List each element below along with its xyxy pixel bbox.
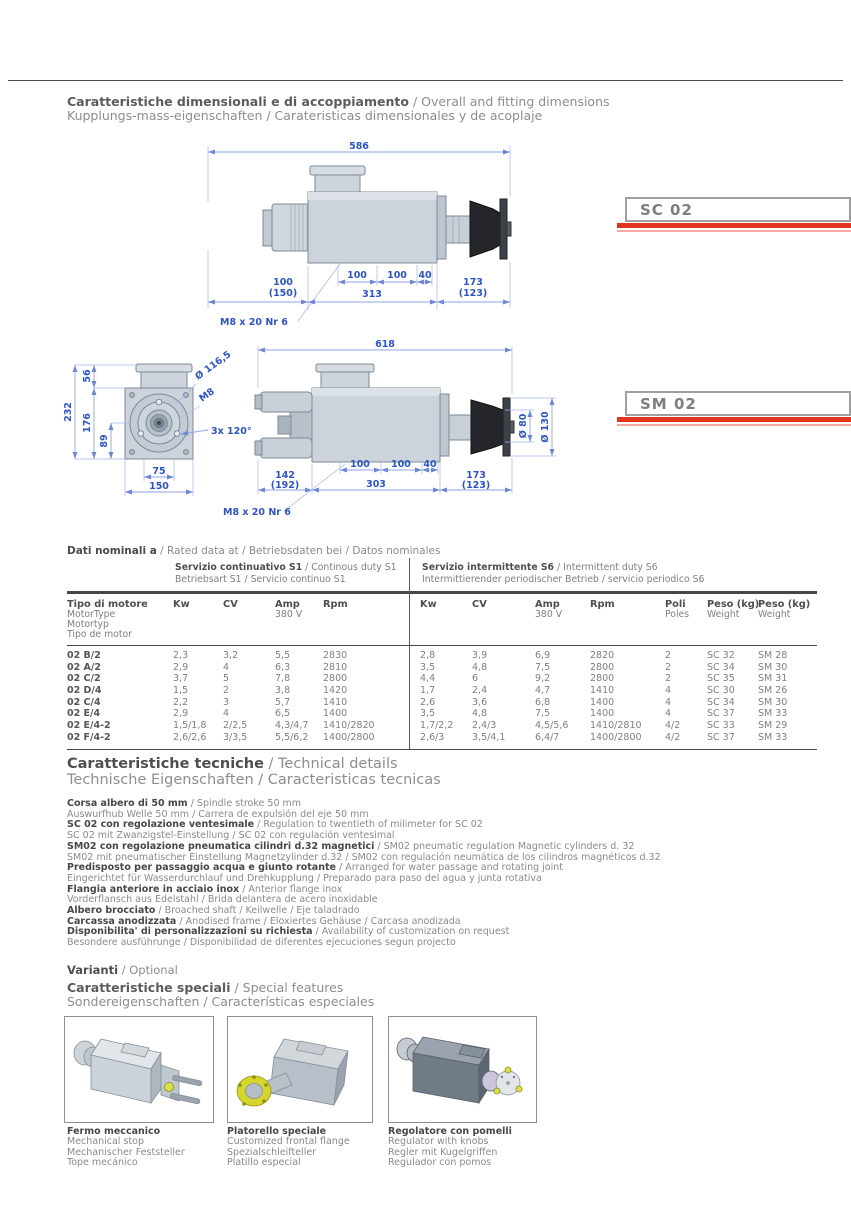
special-subtitle: Sondereigenschaften / Características especiales [67, 994, 375, 1009]
cell-s1-cv: 3 [223, 696, 230, 708]
cell-model: 02 C/2 [67, 673, 101, 685]
cell-s1-kw: 2,3 [173, 650, 189, 661]
cell-s6-kw: 2,6/3 [420, 731, 445, 743]
sm02-badge [625, 391, 851, 416]
sc02-motor-side-view [263, 166, 511, 263]
cell-poles: 2 [665, 673, 672, 685]
tech-item-rest: / Arranged for water passage and rotating joint [335, 862, 563, 874]
cell-weight-sc: SC 30 [707, 685, 735, 697]
tech-item-rest: / Anterior flange inox [239, 883, 343, 895]
caption-line: Regulador con pomos [388, 1157, 492, 1169]
cell-s1-rpm: 2830 [323, 650, 348, 661]
special-title-rest: / Special features [230, 980, 344, 995]
cell-s6-amp: 6,4/7 [535, 731, 560, 743]
page-title [67, 95, 610, 123]
cell-s1-cv: 2 [223, 685, 230, 697]
col-motor-sub2: Motortyp [67, 619, 109, 630]
cell-s6-amp: 4,7 [535, 685, 551, 697]
cell-weight-sc: SC 35 [707, 673, 735, 685]
tech-item-bold: Disponibilita' di personalizzazioni su richiesta [67, 926, 313, 938]
label-3x120: 3x 120° [211, 426, 252, 437]
cell-weight-sm: SM 30 [758, 696, 788, 708]
s1-rest: / Continous duty S1 [302, 562, 397, 573]
dim-40: 40 [423, 459, 437, 470]
cell-s1-amp: 7,8 [275, 673, 291, 685]
tech-item-sub: SC 02 mit Zwanzigstel-Einstellung / SC 02 con regulación ventesimal [67, 830, 395, 842]
sm02-accent-bar [617, 417, 851, 422]
cell-weight-sm: SM 31 [758, 673, 788, 685]
caption-line: Regler mit Kugelgriffen [388, 1146, 498, 1158]
caption-line: Spezialschleifteller [227, 1146, 317, 1158]
caption-line: Tope mecánico [67, 1157, 138, 1169]
caption-line: Customized frontal flange [227, 1136, 350, 1148]
cell-s1-amp: 6,3 [275, 661, 291, 673]
table-body [67, 650, 817, 744]
cell-weight-sc: SC 34 [707, 696, 735, 708]
sc02-badge [625, 197, 851, 222]
cell-s6-kw: 3,5 [420, 661, 436, 673]
cell-s6-rpm: 1400/2800 [590, 731, 642, 743]
col-amp-label: Amp [275, 599, 300, 610]
cell-s6-cv: 3,5/4,1 [472, 731, 506, 743]
sm02-badge-label: SM 02 [640, 394, 697, 413]
cell-s6-amp: 6,9 [535, 650, 551, 661]
cell-s6-kw: 2,6 [420, 696, 436, 708]
cell-weight-sc: SC 32 [707, 650, 735, 661]
special-title-bold: Caratteristiche speciali [67, 980, 231, 995]
cell-s6-rpm: 1410 [590, 685, 615, 697]
cell-weight-sc: SC 34 [707, 661, 735, 673]
dim-100-a: 100 [350, 459, 370, 470]
tech-item [67, 842, 707, 853]
dim-586: 586 [349, 141, 369, 152]
special-features-heading [67, 981, 374, 1009]
caption-line: Mechanical stop [67, 1136, 144, 1148]
cell-s1-amp: 6,5 [275, 708, 291, 720]
cell-weight-sm: SM 28 [758, 650, 788, 661]
cell-s1-amp: 4,3/4,7 [275, 720, 309, 732]
cell-s1-cv: 2/2,5 [223, 720, 248, 732]
sc02-badge-label: SC 02 [640, 200, 693, 219]
bolt-label: M8 x 20 Nr 6 [220, 317, 288, 328]
cell-s1-amp: 5,5 [275, 650, 291, 661]
dim-123-paren: (123) [461, 480, 491, 491]
table-row [67, 662, 817, 674]
tech-subtitle: Technische Eigenschaften / Caracteristicas tecnicas [67, 771, 441, 788]
dim-100-b: 100 [391, 459, 411, 470]
cell-s6-rpm: 1410/2810 [590, 720, 642, 732]
cell-s1-kw: 1,5 [173, 685, 189, 697]
dim-173: 173 [466, 470, 486, 481]
dim-176: 176 [82, 413, 93, 433]
technical-details-list [67, 799, 707, 949]
sm02-accent-bar-shadow [617, 424, 851, 426]
caption-mechanical-stop [67, 1127, 185, 1169]
tech-item-rest: / Spindle stroke 50 mm [187, 798, 302, 809]
cell-s1-amp: 5,5/6,2 [275, 731, 309, 743]
feature-image-special-flange [228, 1017, 372, 1122]
page-subtitle: Kupplungs-mass-eigenschaften / Carateristicas dimensionales y de acoplaje [67, 108, 543, 123]
cell-s6-rpm: 2800 [590, 661, 615, 673]
col-s6-kw [420, 600, 437, 610]
cell-weight-sc: SC 37 [707, 731, 735, 743]
cell-weight-sm: SM 33 [758, 708, 788, 720]
cell-poles: 2 [665, 650, 672, 661]
label-diam-116: Ø 116,5 [193, 349, 234, 383]
cell-s1-cv: 3/3,5 [223, 731, 248, 743]
col-s1-amp [275, 600, 302, 620]
page-title-italian: Caratteristiche dimensionali e di accoppiamento [67, 94, 409, 109]
dim-232: 232 [63, 402, 74, 422]
bolt-label: M8 x 20 Nr 6 [223, 507, 291, 518]
sc02-accent-bar-shadow [617, 230, 851, 232]
cell-s6-amp: 6,8 [535, 696, 551, 708]
caption-bold: Regolatore con pomelli [388, 1126, 512, 1137]
cell-s6-cv: 3,6 [472, 696, 488, 708]
tech-title-bold: Caratteristiche tecniche [67, 756, 264, 772]
tech-item-bold: Predisposto per passaggio acqua e giunto rotante [67, 862, 336, 874]
col-s1-cv [223, 600, 238, 610]
cell-s6-amp: 4,5/5,6 [535, 720, 569, 732]
cell-s6-cv: 3,9 [472, 650, 488, 661]
col-amp-sub: 380 V [535, 609, 563, 620]
cell-s1-cv: 3,2 [223, 650, 239, 661]
s6-bold: Servizio intermittente S6 [422, 562, 555, 573]
dim-192-paren: (192) [270, 480, 300, 491]
table-row [67, 697, 817, 709]
cell-model: 02 C/4 [67, 696, 101, 708]
tech-item-sub: Auswurfhub Welle 50 mm / Carrera de expulsión del eje 50 mm [67, 808, 369, 820]
cell-s1-rpm: 2810 [323, 661, 348, 673]
cell-s1-cv: 5 [223, 673, 230, 685]
cell-model: 02 E/4-2 [67, 720, 111, 732]
dim-303: 303 [366, 479, 386, 490]
cell-poles: 4 [665, 708, 672, 720]
dim-313: 313 [362, 289, 382, 300]
col-weight-sub: Weight [758, 609, 791, 620]
cell-s6-cv: 4,8 [472, 661, 488, 673]
dim-150-paren: (150) [268, 288, 298, 299]
caption-regulator-knobs [388, 1127, 512, 1169]
cell-model: 02 E/4 [67, 708, 101, 720]
table-row [67, 650, 817, 662]
tech-item-rest: / Availability of customization on request [312, 926, 510, 938]
col-s6-amp [535, 600, 562, 620]
col-rpm-label: Rpm [323, 599, 348, 610]
feature-image-mechanical-stop [65, 1017, 213, 1122]
s6-line2: Intermittierender periodischer Betrieb / servicio periodico S6 [422, 573, 705, 585]
cell-s6-amp: 9,2 [535, 673, 551, 685]
cell-s6-kw: 3,5 [420, 708, 436, 720]
feature-image-regulator-knobs [389, 1017, 536, 1122]
cell-s1-kw: 2,9 [173, 708, 189, 720]
cell-weight-sm: SM 33 [758, 731, 788, 743]
dim-75: 75 [152, 466, 166, 477]
col-weight-bold: Peso (kg) [758, 599, 811, 610]
col-poles-sub: Poles [665, 609, 690, 620]
page-title-english: / Overall and fitting dimensions [408, 94, 610, 109]
tech-item-bold: SC 02 con regolazione ventesimale [67, 819, 255, 831]
cell-s6-rpm: 2820 [590, 650, 615, 661]
cell-s1-kw: 2,2 [173, 696, 189, 708]
s1-line2: Betriebsart S1 / Servicio continuo S1 [175, 573, 346, 585]
cell-poles: 4 [665, 685, 672, 697]
cell-s6-cv: 2,4/3 [472, 720, 497, 732]
col-motor-type [67, 600, 148, 640]
cell-s6-amp: 7,5 [535, 661, 551, 673]
cell-s6-kw: 1,7/2,2 [420, 720, 454, 732]
dim-150: 150 [149, 481, 169, 492]
cell-s6-kw: 1,7 [420, 685, 436, 697]
col-poles [665, 600, 689, 620]
dim-40: 40 [418, 270, 432, 281]
col-motor-bold: Tipo di motore [67, 599, 148, 610]
table-bottom-rule [67, 749, 817, 750]
cell-s6-rpm: 1400 [590, 696, 615, 708]
dim-173: 173 [463, 277, 483, 288]
tech-item-rest: / Regulation to twentieth of milimeter for SC 02 [254, 819, 483, 831]
caption-line: Mechanischer Feststeller [67, 1146, 185, 1158]
tech-item-sub: SM02 mit pneumatischer Einstellung Magnetzylinder d.32 / SM02 con regulación neumática de los cilindros magnéticos d.32 [67, 851, 661, 863]
s6-rest: / Intermittent duty S6 [554, 562, 658, 573]
col-weight-sc [707, 600, 759, 620]
label-m8: M8 [197, 386, 217, 405]
top-divider [8, 80, 843, 81]
sc02-dimension-drawing [195, 138, 615, 338]
cell-s6-rpm: 2800 [590, 673, 615, 685]
col-motor-sub3: Tipo de motor [67, 629, 132, 640]
caption-line: Platillo especial [227, 1157, 301, 1169]
s1-bold: Servizio continuativo S1 [175, 562, 303, 573]
tech-item-bold: Corsa albero di 50 mm [67, 798, 188, 809]
dim-618: 618 [375, 339, 395, 350]
cell-s1-amp: 3,8 [275, 685, 291, 697]
cell-weight-sc: SC 33 [707, 720, 735, 732]
table-row [67, 708, 817, 720]
cell-poles: 4 [665, 696, 672, 708]
cell-s1-kw: 3,7 [173, 673, 189, 685]
dim-diam-130: Ø 130 [540, 411, 551, 443]
table-header-rule [67, 645, 817, 646]
cell-s1-rpm: 2800 [323, 673, 348, 685]
col-motor-sub1: MotorType [67, 609, 116, 620]
cell-s6-cv: 2,4 [472, 685, 488, 697]
caption-special-flange [227, 1127, 350, 1169]
dim-142: 142 [275, 470, 295, 481]
caption-bold: Fermo meccanico [67, 1126, 161, 1137]
sm02-dimension-drawing [60, 338, 640, 533]
tech-item-sub: Besondere ausführunge / Disponibilidad de diferentes ejecuciones segun projecto [67, 937, 456, 949]
cell-s1-rpm: 1410 [323, 696, 348, 708]
cell-s1-kw: 2,9 [173, 661, 189, 673]
tech-item-sub: Eingerichtet für Wasserdurchlauf und Drehkupplung / Preparado para paso del agua y junta rotativa [67, 872, 542, 884]
cell-s1-rpm: 1420 [323, 685, 348, 697]
cell-weight-sm: SM 30 [758, 661, 788, 673]
col-rpm-label: Rpm [590, 599, 615, 610]
col-s6-rpm [590, 600, 615, 610]
table-row [67, 673, 817, 685]
cell-s6-rpm: 1400 [590, 708, 615, 720]
col-poles-bold: Poli [665, 599, 686, 610]
table-row [67, 720, 817, 732]
tech-item-bold: Carcassa anodizzata [67, 915, 177, 927]
technical-details-heading [67, 757, 441, 788]
cell-s6-kw: 4,4 [420, 673, 436, 685]
duty-s1-header [175, 562, 397, 585]
sc02-accent-bar [617, 223, 851, 228]
dim-56: 56 [82, 369, 93, 383]
cell-s6-cv: 4,8 [472, 708, 488, 720]
cell-s1-cv: 4 [223, 708, 230, 720]
cell-s6-cv: 6 [472, 673, 479, 685]
tech-item-sub: Vorderflansch aus Edelstahl / Brida delantera de acero inoxidable [67, 894, 378, 906]
dim-100-a: 100 [347, 270, 367, 281]
cell-model: 02 F/4-2 [67, 731, 111, 743]
tech-title-rest: / Technical details [263, 756, 398, 772]
tech-item-bold: Albero brocciato [67, 905, 156, 917]
cell-s1-rpm: 1400 [323, 708, 348, 720]
dim-89: 89 [99, 434, 110, 448]
cell-weight-sm: SM 29 [758, 720, 788, 732]
col-s1-rpm [323, 600, 348, 610]
cell-s1-rpm: 1400/2800 [323, 731, 375, 743]
col-s1-kw [173, 600, 190, 610]
col-s6-cv [472, 600, 487, 610]
table-top-rule [67, 591, 817, 594]
col-amp-sub: 380 V [275, 609, 303, 620]
caption-bold: Platorello speciale [227, 1126, 327, 1137]
ratings-title [67, 545, 817, 557]
cell-s6-amp: 7,5 [535, 708, 551, 720]
cell-s1-amp: 5,7 [275, 696, 291, 708]
sm02-front-view [125, 364, 193, 459]
cell-s1-kw: 1,5/1,8 [173, 720, 207, 732]
dim-100-b: 100 [387, 270, 407, 281]
sm02-side-view [255, 364, 514, 462]
cell-weight-sc: SC 37 [707, 708, 735, 720]
cell-model: 02 A/2 [67, 661, 101, 673]
col-weight-sm [758, 600, 810, 620]
cell-model: 02 B/2 [67, 650, 101, 661]
dim-diam-80: Ø 80 [518, 413, 529, 439]
cell-poles: 2 [665, 661, 672, 673]
cell-s6-kw: 2,8 [420, 650, 436, 661]
feature-box-mechanical-stop [64, 1016, 214, 1123]
tech-item-rest: / Broached shaft / Keilwelle / Eje taladrado [155, 905, 360, 917]
cell-poles: 4/2 [665, 731, 681, 743]
feature-box-special-flange [227, 1016, 373, 1123]
table-row [67, 732, 817, 744]
col-amp-label: Amp [535, 599, 560, 610]
tech-item-bold: SM02 con regolazione pneumatica cilindri d.32 magnetici [67, 840, 375, 852]
tech-item-rest: / Anodised frame / Eloxiertes Gehäuse / Carcasa anodizada [176, 915, 461, 927]
feature-box-regulator-knobs [388, 1016, 537, 1123]
varianti-bold: Varianti [67, 963, 119, 977]
cell-s1-cv: 4 [223, 661, 230, 673]
cell-weight-sm: SM 26 [758, 685, 788, 697]
tech-item-rest: / SM02 pneumatic regulation Magnetic cylinders d. 32 [374, 840, 635, 852]
dim-123-paren: (123) [458, 288, 488, 299]
dim-100-left: 100 [273, 277, 293, 288]
col-kw-label: Kw [420, 599, 437, 610]
col-weight-bold: Peso (kg) [707, 599, 760, 610]
cell-poles: 4/2 [665, 720, 681, 732]
col-cv-label: CV [472, 599, 487, 610]
caption-line: Regulator with knobs [388, 1136, 489, 1148]
col-cv-label: CV [223, 599, 238, 610]
duty-s6-header [422, 562, 704, 585]
varianti-rest: / Optional [118, 963, 178, 977]
col-kw-label: Kw [173, 599, 190, 610]
cell-s1-rpm: 1410/2820 [323, 720, 375, 732]
ratings-title-bold: Dati nominali a [67, 545, 157, 557]
ratings-table [67, 545, 817, 757]
tech-item-bold: Flangia anteriore in acciaio inox [67, 883, 240, 895]
varianti-line [67, 963, 178, 977]
cell-s1-kw: 2,6/2,6 [173, 731, 207, 743]
ratings-title-rest: / Rated data at / Betriebsdaten bei / Datos nominales [156, 545, 441, 557]
table-row [67, 685, 817, 697]
col-weight-sub: Weight [707, 609, 740, 620]
cell-model: 02 D/4 [67, 685, 102, 697]
